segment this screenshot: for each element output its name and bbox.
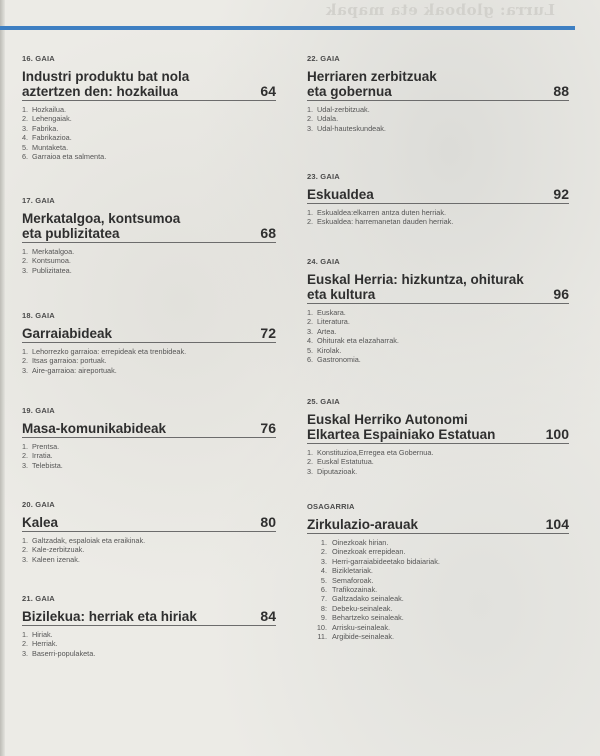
- item-text: Lehengaiak.: [32, 114, 72, 124]
- list-item: [22, 639, 276, 648]
- subtopic-list: [307, 308, 569, 364]
- item-text: Prentsa.: [32, 442, 60, 451]
- item-text: Udala.: [317, 114, 339, 124]
- item-text: Hozkailua.: [32, 105, 67, 114]
- section-title: Zirkulazio-arauak: [307, 517, 419, 532]
- subtopic-list: [307, 538, 569, 641]
- list-item: [22, 649, 276, 658]
- item-number: 2.: [22, 356, 29, 366]
- item-text: Telebista.: [32, 460, 63, 470]
- item-number: 10.: [316, 622, 327, 632]
- item-number: 8:: [320, 603, 327, 613]
- item-text: Argibide-seinaleak.: [332, 632, 395, 642]
- item-number: 3.: [22, 123, 29, 133]
- list-item: [307, 457, 569, 466]
- section-title: Masa-komunikabideak: [22, 421, 167, 436]
- item-text: Udal-hauteskundeak.: [317, 123, 386, 133]
- header-rule: [0, 26, 575, 30]
- list-item: [307, 208, 569, 217]
- item-number: 11.: [317, 632, 327, 642]
- item-text: Eskualdea: harremanetan dauden herriak.: [317, 217, 454, 227]
- list-item: [307, 632, 569, 641]
- list-item: [307, 623, 569, 632]
- item-number: 3.: [320, 556, 327, 566]
- item-text: Itsas garraioa: portuak.: [32, 356, 107, 366]
- item-number: 3.: [307, 123, 314, 133]
- item-number: 4.: [320, 566, 327, 576]
- section-title-row[interactable]: [22, 211, 276, 243]
- section-title: Euskal Herriko Autonomi Elkartea Espainiako Estatuan: [307, 412, 496, 442]
- page-number: 88: [553, 83, 569, 99]
- list-item: [22, 630, 276, 639]
- subtopic-list: [307, 105, 569, 133]
- list-item: [307, 317, 569, 326]
- list-item: [22, 266, 276, 275]
- section-title-row[interactable]: [307, 69, 569, 101]
- section-title-row[interactable]: [22, 69, 276, 101]
- page-number: 100: [545, 426, 569, 442]
- section-title-row[interactable]: [307, 517, 569, 534]
- list-item: [307, 336, 569, 345]
- item-text: Muntaketa.: [32, 142, 69, 152]
- list-item: [22, 536, 276, 545]
- item-number: 1.: [22, 536, 29, 545]
- section-label: 16. GAIA: [22, 54, 55, 63]
- item-text: Euskara.: [317, 308, 346, 317]
- item-number: 2.: [22, 451, 29, 461]
- section-label: 25. GAIA: [307, 397, 340, 406]
- item-number: 1.: [22, 347, 29, 356]
- list-item: [22, 124, 276, 133]
- list-item: [22, 555, 276, 564]
- section-label: 17. GAIA: [22, 196, 55, 205]
- item-text: Lehorrezko garraioa: errepideak eta trenbideak.: [32, 347, 187, 356]
- list-item: [307, 114, 569, 123]
- section-title: Euskal Herria: hizkuntza, ohiturak eta kultura: [307, 272, 524, 302]
- page-number: 84: [260, 608, 276, 624]
- subtopic-list: [22, 630, 276, 658]
- list-item: [22, 347, 276, 356]
- list-item: [22, 356, 276, 365]
- item-number: 5.: [320, 575, 327, 585]
- item-text: Kale-zerbitzuak.: [32, 545, 85, 555]
- list-item: [307, 566, 569, 575]
- section-title-row[interactable]: [22, 609, 276, 626]
- item-text: Kontsumoa.: [32, 256, 71, 266]
- item-text: Garraioa eta salmenta.: [32, 152, 107, 162]
- list-item: [307, 448, 569, 457]
- item-text: Arrisku-seinaleak.: [332, 622, 390, 632]
- item-text: Kaleen izenak.: [32, 554, 80, 564]
- item-text: Fabrika.: [32, 123, 59, 133]
- list-item: [22, 451, 276, 460]
- list-item: [307, 124, 569, 133]
- list-item: [22, 114, 276, 123]
- item-number: 1.: [307, 208, 314, 217]
- item-number: 3.: [22, 460, 29, 470]
- item-number: 2.: [22, 545, 29, 555]
- list-item: [22, 152, 276, 161]
- section-title: Herriaren zerbitzuak eta gobernua: [307, 69, 437, 99]
- list-item: [22, 143, 276, 152]
- item-text: Semaforoak.: [332, 575, 374, 585]
- item-text: Udal-zerbitzuak.: [317, 105, 370, 114]
- toc-section-25: [307, 397, 569, 476]
- list-item: [22, 105, 276, 114]
- item-text: Galtzadako seinaleak.: [332, 594, 404, 604]
- book-spine-shadow: [0, 0, 5, 756]
- list-item: [307, 547, 569, 556]
- list-item: [22, 442, 276, 451]
- section-label: 22. GAIA: [307, 54, 340, 63]
- item-number: 1.: [307, 448, 314, 457]
- item-text: Gastronomia.: [317, 355, 361, 365]
- item-number: 1.: [320, 538, 327, 547]
- list-item: [307, 594, 569, 603]
- item-text: Oinezkoak errepidean.: [332, 547, 406, 557]
- item-text: Irratia.: [32, 451, 53, 461]
- list-item: [307, 308, 569, 317]
- section-title-row[interactable]: [307, 187, 569, 204]
- list-item: [307, 105, 569, 114]
- item-number: 2.: [320, 547, 327, 557]
- list-item: [22, 366, 276, 375]
- item-number: 3.: [22, 648, 29, 658]
- item-text: Ohiturak eta elazaharrak.: [317, 336, 399, 346]
- section-label: 23. GAIA: [307, 172, 340, 181]
- item-number: 2.: [307, 217, 314, 227]
- item-number: 9.: [320, 613, 327, 623]
- list-item: [307, 604, 569, 613]
- section-title-row[interactable]: [22, 515, 276, 532]
- item-text: Kirolak.: [317, 345, 342, 355]
- item-number: 5.: [307, 345, 314, 355]
- page-number: 68: [260, 225, 276, 241]
- item-number: 2.: [307, 457, 314, 467]
- list-item: [22, 461, 276, 470]
- item-text: Literatura.: [317, 317, 350, 327]
- item-number: 2.: [307, 317, 314, 327]
- item-number: 6.: [307, 355, 314, 365]
- section-label: 19. GAIA: [22, 406, 55, 415]
- section-title-row[interactable]: [22, 421, 276, 438]
- subtopic-list: [307, 208, 569, 227]
- item-text: Merkatalgoa.: [32, 247, 75, 256]
- item-text: Trafikozainak.: [332, 585, 378, 595]
- subtopic-list: [22, 247, 276, 275]
- item-text: Publizitatea.: [32, 265, 72, 275]
- item-number: 7.: [320, 594, 327, 604]
- item-text: Bizikletariak.: [332, 566, 373, 576]
- item-number: 2.: [22, 114, 29, 124]
- item-text: Aire-garraioa: aireportuak.: [32, 365, 117, 375]
- subtopic-list: [22, 347, 276, 375]
- toc-section-osagarria: [307, 502, 569, 641]
- item-number: 3.: [307, 326, 314, 336]
- item-number: 4.: [22, 133, 29, 143]
- item-number: 4.: [307, 336, 314, 346]
- item-text: Behartzeko seinaleak.: [332, 613, 404, 623]
- toc-section-24: [307, 257, 569, 364]
- item-number: 1.: [22, 630, 29, 639]
- item-number: 1.: [22, 442, 29, 451]
- page-number: 72: [260, 325, 276, 341]
- item-text: Eskualdea:elkarren antza duten herriak.: [317, 208, 446, 217]
- page-number: 64: [260, 83, 276, 99]
- item-text: Galtzadak, espaloiak eta eraikinak.: [32, 536, 146, 545]
- list-item: [307, 557, 569, 566]
- list-item: [22, 256, 276, 265]
- item-number: 1.: [22, 105, 29, 114]
- list-item: [307, 538, 569, 547]
- item-number: 1.: [307, 308, 314, 317]
- toc-section-16: [22, 54, 276, 161]
- item-text: Herriak.: [32, 639, 58, 649]
- list-item: [307, 576, 569, 585]
- show-through-heading: Lurra: globoak eta mapak: [325, 1, 555, 19]
- toc-section-20: [22, 500, 276, 564]
- item-number: 3.: [22, 554, 29, 564]
- subtopic-list: [22, 105, 276, 161]
- item-number: 3.: [307, 466, 314, 476]
- item-number: 5.: [22, 142, 29, 152]
- list-item: [307, 613, 569, 622]
- page-number: 80: [260, 514, 276, 530]
- list-item: [307, 467, 569, 476]
- section-title: Bizilekua: herriak eta hiriak: [22, 609, 197, 624]
- page-number: 92: [553, 186, 569, 202]
- item-text: Konstituzioa,Erregea eta Gobernua.: [317, 448, 434, 457]
- section-label: 20. GAIA: [22, 500, 55, 509]
- item-text: Artea.: [317, 326, 337, 336]
- toc-section-23: [307, 172, 569, 227]
- list-item: [307, 346, 569, 355]
- item-text: Fabrikazioa.: [32, 133, 72, 143]
- section-title: Merkatalgoa, kontsumoa eta publizitatea: [22, 211, 181, 241]
- item-number: 2.: [307, 114, 314, 124]
- item-number: 3.: [22, 365, 29, 375]
- toc-section-21: [22, 594, 276, 658]
- list-item: [307, 355, 569, 364]
- toc-section-18: [22, 311, 276, 375]
- page-number: 104: [545, 516, 569, 532]
- section-title: Eskualdea: [307, 187, 374, 202]
- toc-section-19: [22, 406, 276, 470]
- subtopic-list: [307, 448, 569, 476]
- page-number: 76: [260, 420, 276, 436]
- item-number: 6.: [320, 585, 327, 595]
- subtopic-list: [22, 536, 276, 564]
- toc-section-22: [307, 54, 569, 133]
- subtopic-list: [22, 442, 276, 470]
- section-label: OSAGARRIA: [307, 502, 355, 511]
- page-number: 96: [553, 286, 569, 302]
- item-number: 1.: [22, 247, 29, 256]
- section-label: 18. GAIA: [22, 311, 55, 320]
- section-title: Industri produktu bat nola aztertzen den: hozkailua: [22, 69, 190, 99]
- item-number: 6.: [22, 152, 29, 162]
- item-text: Diputazioak.: [317, 466, 358, 476]
- list-item: [307, 327, 569, 336]
- item-text: Herri-garraiabideetako bidaiariak.: [332, 556, 440, 566]
- section-label: 24. GAIA: [307, 257, 340, 266]
- list-item: [22, 133, 276, 142]
- item-text: Debeku-seinaleak.: [332, 603, 393, 613]
- list-item: [307, 585, 569, 594]
- section-label: 21. GAIA: [22, 594, 55, 603]
- list-item: [307, 217, 569, 226]
- item-number: 1.: [307, 105, 314, 114]
- section-title-row[interactable]: [22, 326, 276, 343]
- section-title: Kalea: [22, 515, 59, 530]
- section-title-row[interactable]: [307, 412, 569, 444]
- section-title-row[interactable]: [307, 272, 569, 304]
- item-number: 2.: [22, 256, 29, 266]
- list-item: [22, 545, 276, 554]
- item-text: Baserri-populaketa.: [32, 648, 96, 658]
- item-text: Euskal Estatutua.: [317, 457, 374, 467]
- item-number: 2.: [22, 639, 29, 649]
- list-item: [22, 247, 276, 256]
- item-text: Hiriak.: [32, 630, 53, 639]
- item-text: Oinezkoak hirian.: [332, 538, 389, 547]
- section-title: Garraiabideak: [22, 326, 113, 341]
- item-number: 3.: [22, 265, 29, 275]
- toc-section-17: [22, 196, 276, 275]
